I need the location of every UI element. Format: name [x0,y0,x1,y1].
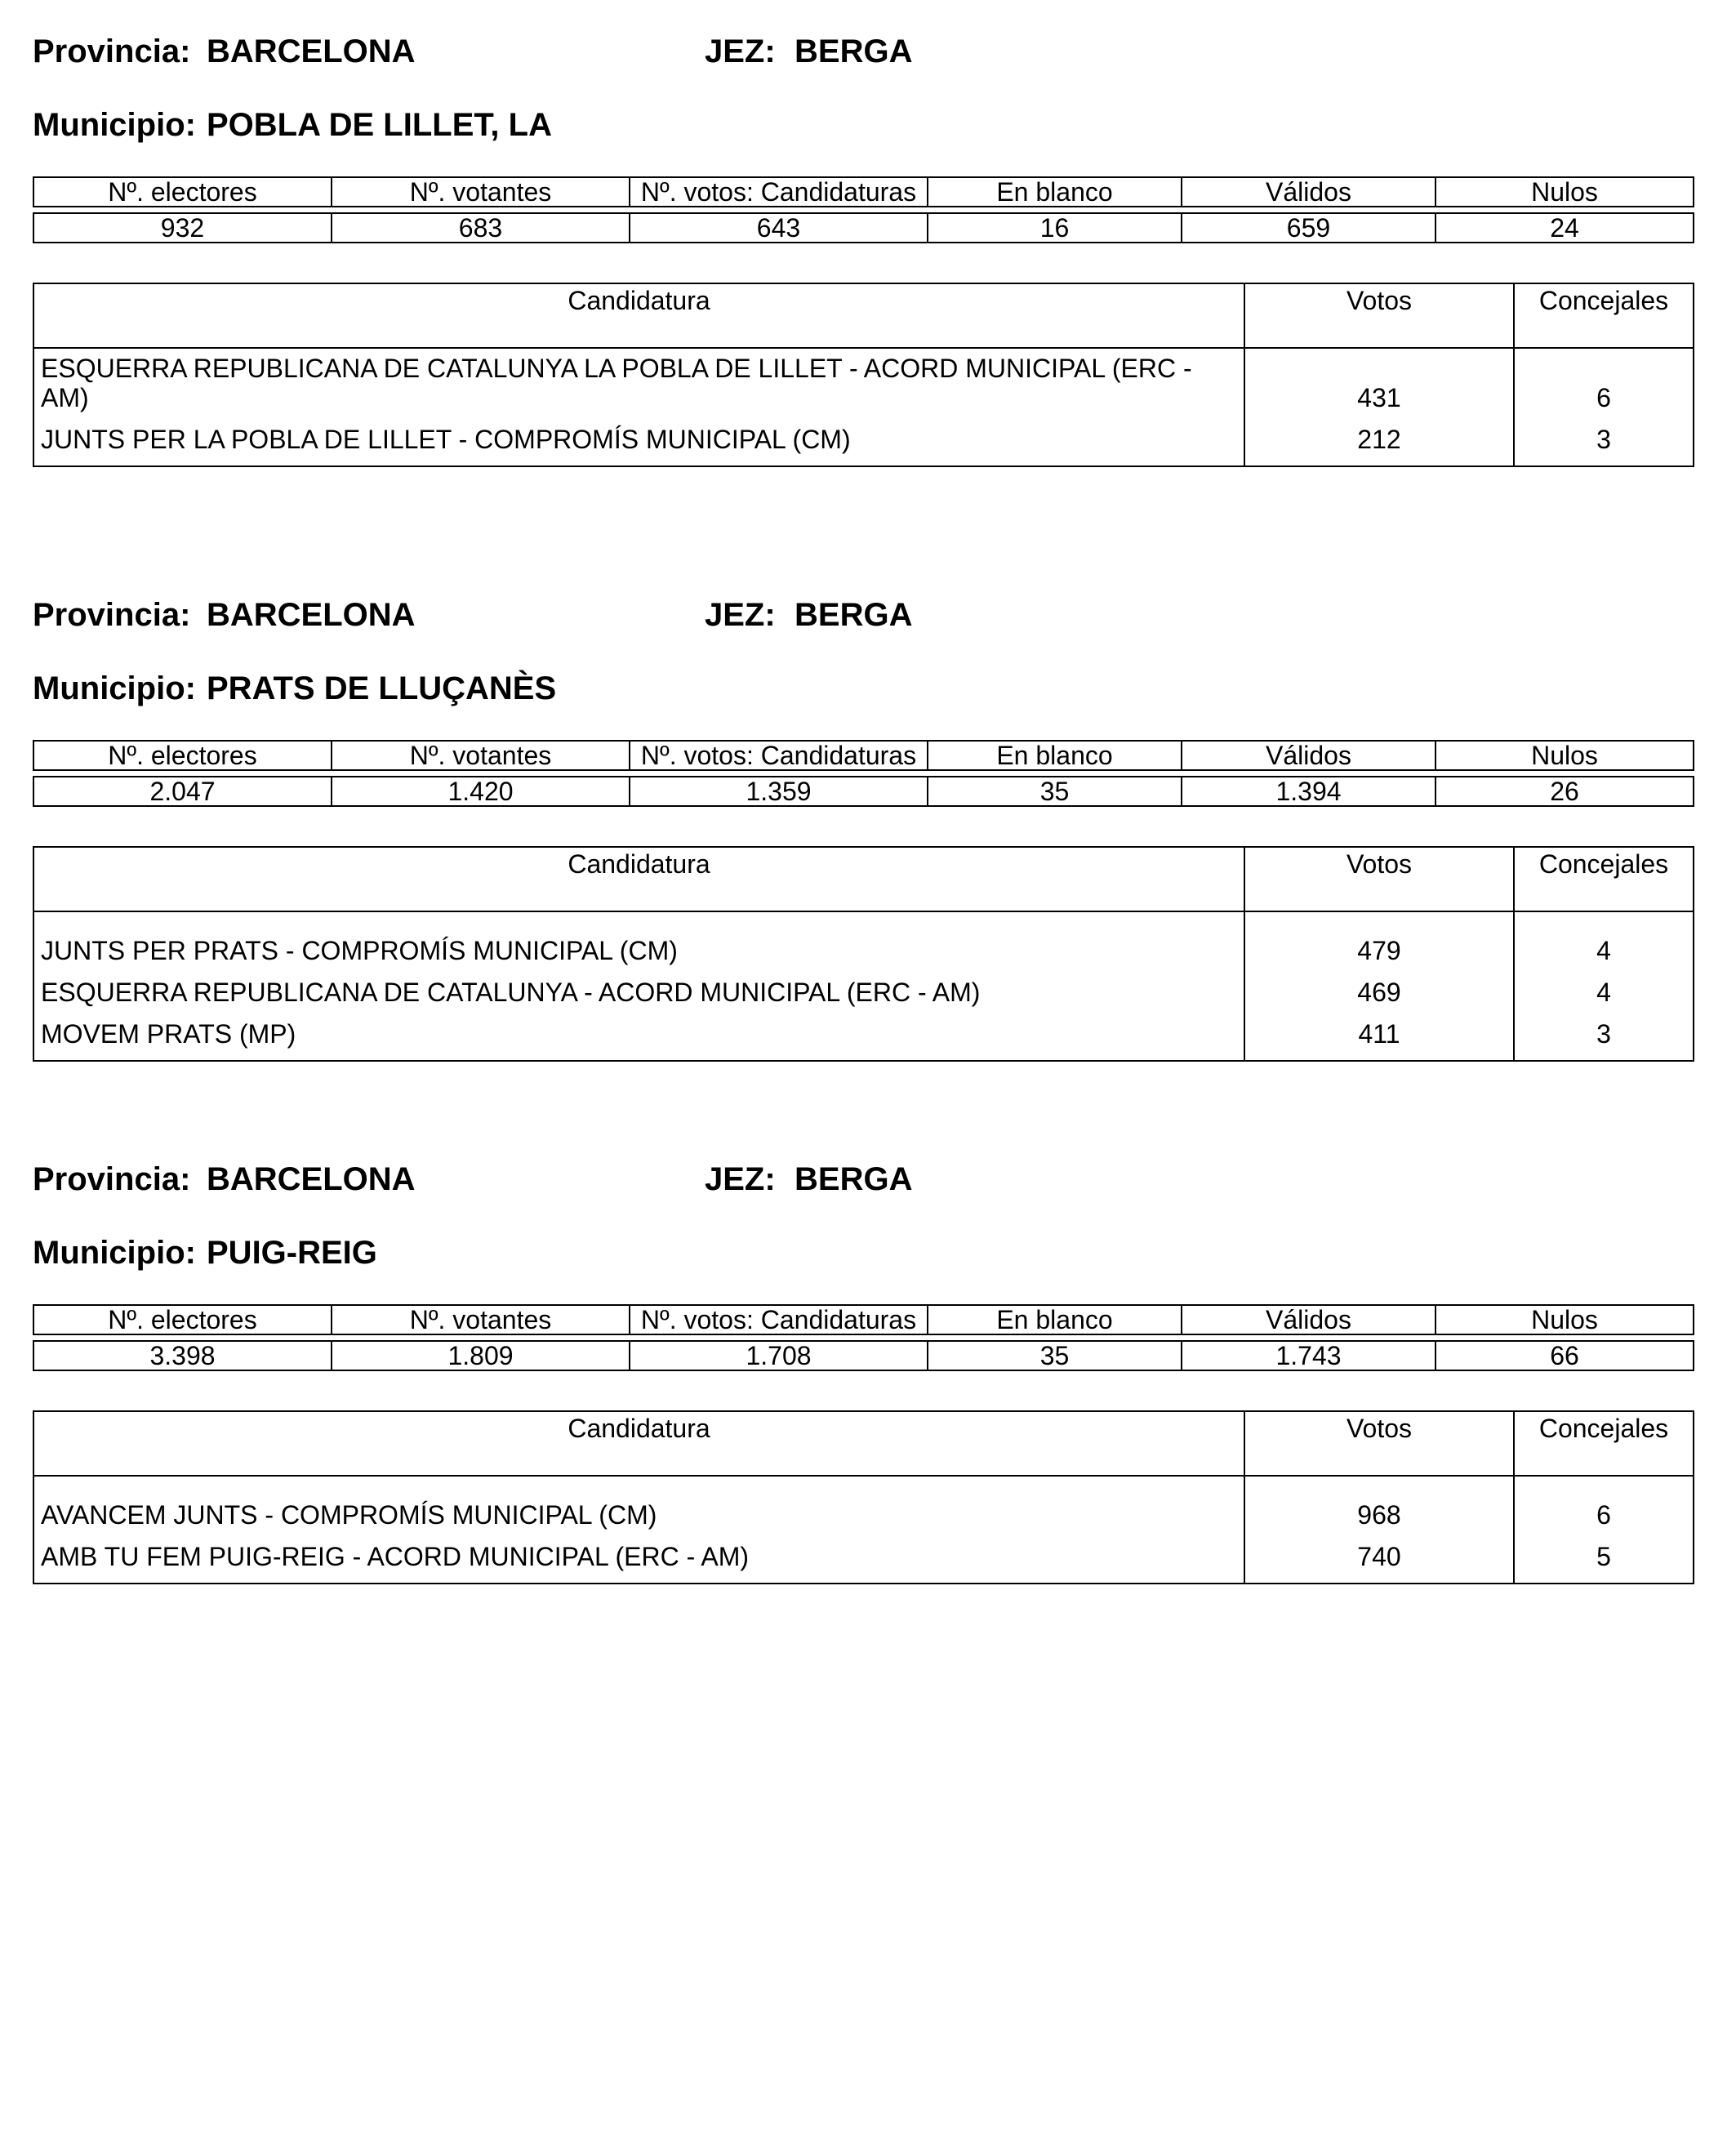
results-header-votos: Votos [1244,1411,1514,1476]
stats-header-votantes: Nº. votantes [332,1305,630,1334]
results-table [33,283,1694,467]
stats-gap [33,1334,1694,1341]
stats-en-blanco: 35 [928,1341,1182,1370]
stats-table [33,176,1694,243]
results-header-row [33,283,1694,348]
stats-en-blanco: 16 [928,213,1182,243]
jez-label: JEZ: [705,597,776,633]
municipio-label: Municipio: [33,107,196,143]
stats-header-validos: Válidos [1182,1305,1436,1334]
candidatura-votos: 212 [1244,424,1514,466]
stats-value-row [33,1341,1694,1370]
table-row [33,1018,1694,1061]
stats-header-votos-candidaturas: Nº. votos: Candidaturas [630,177,928,207]
table-spacer [33,1476,1694,1499]
results-header-concejales: Concejales [1514,283,1694,348]
municipio-label: Municipio: [33,1235,196,1271]
results-table [33,846,1694,1062]
stats-nulos: 66 [1436,1341,1694,1370]
stats-table [33,1304,1694,1371]
stats-header-votos-candidaturas: Nº. votos: Candidaturas [630,741,928,770]
candidatura-votos: 411 [1244,1018,1514,1061]
provincia-label: Provincia: [33,33,191,69]
results-header-row [33,847,1694,911]
results-table [33,1410,1694,1584]
stats-header-en-blanco: En blanco [928,741,1182,770]
stats-header-electores: Nº. electores [33,741,332,770]
municipio-value: PRATS DE LLUÇANÈS [207,670,557,706]
stats-electores: 2.047 [33,777,332,806]
stats-header-en-blanco: En blanco [928,177,1182,207]
stats-nulos: 26 [1436,777,1694,806]
stats-en-blanco: 35 [928,777,1182,806]
results-header-concejales: Concejales [1514,847,1694,911]
results-header-candidatura: Candidatura [33,847,1244,911]
municipio-label: Municipio: [33,670,196,706]
stats-header-en-blanco: En blanco [928,1305,1182,1334]
province-line [33,31,1176,72]
provincia-value: BARCELONA [207,597,416,633]
candidatura-name: JUNTS PER LA POBLA DE LILLET - COMPROMÍS MUNICIPAL (CM) [33,424,1244,466]
stats-votantes: 683 [332,213,630,243]
results-header-votos: Votos [1244,847,1514,911]
stats-votos-candidaturas: 1.708 [630,1341,928,1370]
stats-nulos: 24 [1436,213,1694,243]
stats-header-nulos: Nulos [1436,177,1694,207]
stats-header-nulos: Nulos [1436,1305,1694,1334]
stats-validos: 659 [1182,213,1436,243]
stats-header-validos: Válidos [1182,741,1436,770]
municipio-value: POBLA DE LILLET, LA [207,107,552,143]
stats-header-votantes: Nº. votantes [332,177,630,207]
table-row [33,1541,1694,1584]
stats-gap [33,770,1694,777]
stats-header-row [33,741,1694,770]
table-row [33,424,1694,466]
stats-header-votantes: Nº. votantes [332,741,630,770]
jez-value: BERGA [795,33,913,69]
candidatura-concejales: 6 [1514,348,1694,424]
stats-electores: 3.398 [33,1341,332,1370]
stats-validos: 1.743 [1182,1341,1436,1370]
results-header-row [33,1411,1694,1476]
province-line [33,1159,1176,1200]
candidatura-concejales: 5 [1514,1541,1694,1584]
provincia-value: BARCELONA [207,1161,416,1197]
candidatura-name: JUNTS PER PRATS - COMPROMÍS MUNICIPAL (CM) [33,935,1244,977]
stats-validos: 1.394 [1182,777,1436,806]
candidatura-name: AVANCEM JUNTS - COMPROMÍS MUNICIPAL (CM) [33,1499,1244,1541]
provincia-value: BARCELONA [207,33,416,69]
stats-header-nulos: Nulos [1436,741,1694,770]
provincia-label: Provincia: [33,1161,191,1197]
candidatura-votos: 740 [1244,1541,1514,1584]
stats-header-row [33,177,1694,207]
candidatura-name: ESQUERRA REPUBLICANA DE CATALUNYA LA POBLA DE LILLET - ACORD MUNICIPAL (ERC - AM) [33,348,1244,424]
candidatura-concejales: 3 [1514,1018,1694,1061]
table-spacer [33,911,1694,935]
province-line [33,595,1176,635]
stats-gap [33,207,1694,213]
candidatura-name: AMB TU FEM PUIG-REIG - ACORD MUNICIPAL (ERC - AM) [33,1541,1244,1584]
table-row [33,348,1694,424]
jez-label: JEZ: [705,33,776,69]
stats-header-row [33,1305,1694,1334]
table-row [33,977,1694,1018]
candidatura-concejales: 4 [1514,977,1694,1018]
candidatura-concejales: 4 [1514,935,1694,977]
stats-value-row [33,777,1694,806]
candidatura-name: MOVEM PRATS (MP) [33,1018,1244,1061]
stats-votantes: 1.420 [332,777,630,806]
results-header-candidatura: Candidatura [33,1411,1244,1476]
jez-label: JEZ: [705,1161,776,1197]
candidatura-votos: 479 [1244,935,1514,977]
stats-header-validos: Válidos [1182,177,1436,207]
candidatura-concejales: 3 [1514,424,1694,466]
stats-votos-candidaturas: 1.359 [630,777,928,806]
stats-header-electores: Nº. electores [33,1305,332,1334]
municipio-value: PUIG-REIG [207,1235,377,1271]
jez-value: BERGA [795,1161,913,1197]
stats-table [33,740,1694,807]
candidatura-name: ESQUERRA REPUBLICANA DE CATALUNYA - ACORD MUNICIPAL (ERC - AM) [33,977,1244,1018]
stats-header-votos-candidaturas: Nº. votos: Candidaturas [630,1305,928,1334]
results-header-candidatura: Candidatura [33,283,1244,348]
table-row [33,1499,1694,1541]
results-header-votos: Votos [1244,283,1514,348]
candidatura-votos: 968 [1244,1499,1514,1541]
provincia-label: Provincia: [33,597,191,633]
stats-votantes: 1.809 [332,1341,630,1370]
candidatura-votos: 469 [1244,977,1514,1018]
candidatura-concejales: 6 [1514,1499,1694,1541]
candidatura-votos: 431 [1244,348,1514,424]
results-header-concejales: Concejales [1514,1411,1694,1476]
stats-header-electores: Nº. electores [33,177,332,207]
stats-value-row [33,213,1694,243]
stats-electores: 932 [33,213,332,243]
jez-value: BERGA [795,597,913,633]
stats-votos-candidaturas: 643 [630,213,928,243]
table-row [33,935,1694,977]
